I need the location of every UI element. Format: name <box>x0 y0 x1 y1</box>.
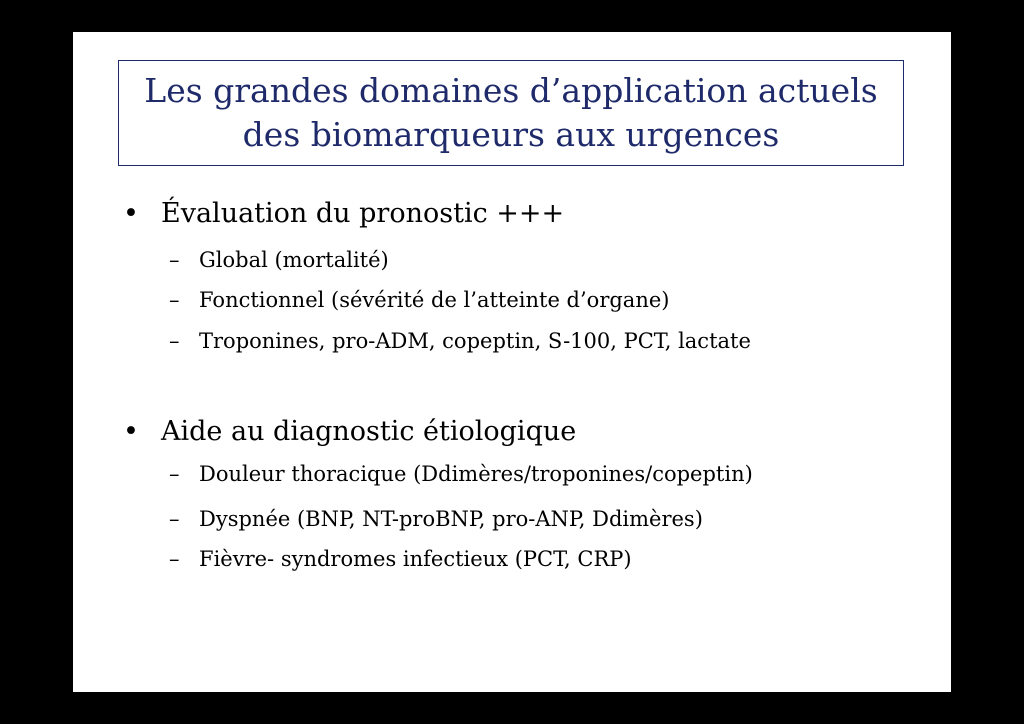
bullet-dash: – <box>169 329 180 353</box>
slide-content <box>73 32 951 692</box>
list-item-text: Douleur thoracique (Ddimères/troponines/copeptin) <box>199 462 753 486</box>
list-item <box>169 286 669 314</box>
bullet-dash: – <box>169 288 180 312</box>
list-item <box>169 327 751 355</box>
list-item <box>169 246 389 274</box>
list-item-text: Fonctionnel (sévérité de l’atteinte d’organe) <box>199 288 670 312</box>
bullet-dot: • <box>123 198 139 229</box>
list-item-text: Fièvre- syndromes infectieux (PCT, CRP) <box>199 547 632 571</box>
list-item <box>169 505 703 533</box>
bullet-dash: – <box>169 547 180 571</box>
slide <box>73 32 951 692</box>
bullet-dash: – <box>169 462 180 486</box>
bullet-dot: • <box>123 416 139 447</box>
title-line-1: Les grandes domaines d’application actuels <box>144 71 878 110</box>
list-item-text: Dyspnée (BNP, NT-proBNP, pro-ANP, Ddimères) <box>199 507 703 531</box>
section-heading <box>123 415 576 449</box>
list-item-text: Global (mortalité) <box>199 248 389 272</box>
list-item <box>169 545 632 573</box>
section-heading-text: Évaluation du pronostic +++ <box>161 198 565 229</box>
section-heading <box>123 197 564 231</box>
title-line-2: des biomarqueurs aux urgences <box>242 115 780 154</box>
bullet-dash: – <box>169 248 180 272</box>
section-heading-text: Aide au diagnostic étiologique <box>161 416 577 447</box>
bullet-dash: – <box>169 507 180 531</box>
list-item-text: Troponines, pro-ADM, copeptin, S-100, PCT, lactate <box>199 329 751 353</box>
list-item <box>169 460 753 488</box>
